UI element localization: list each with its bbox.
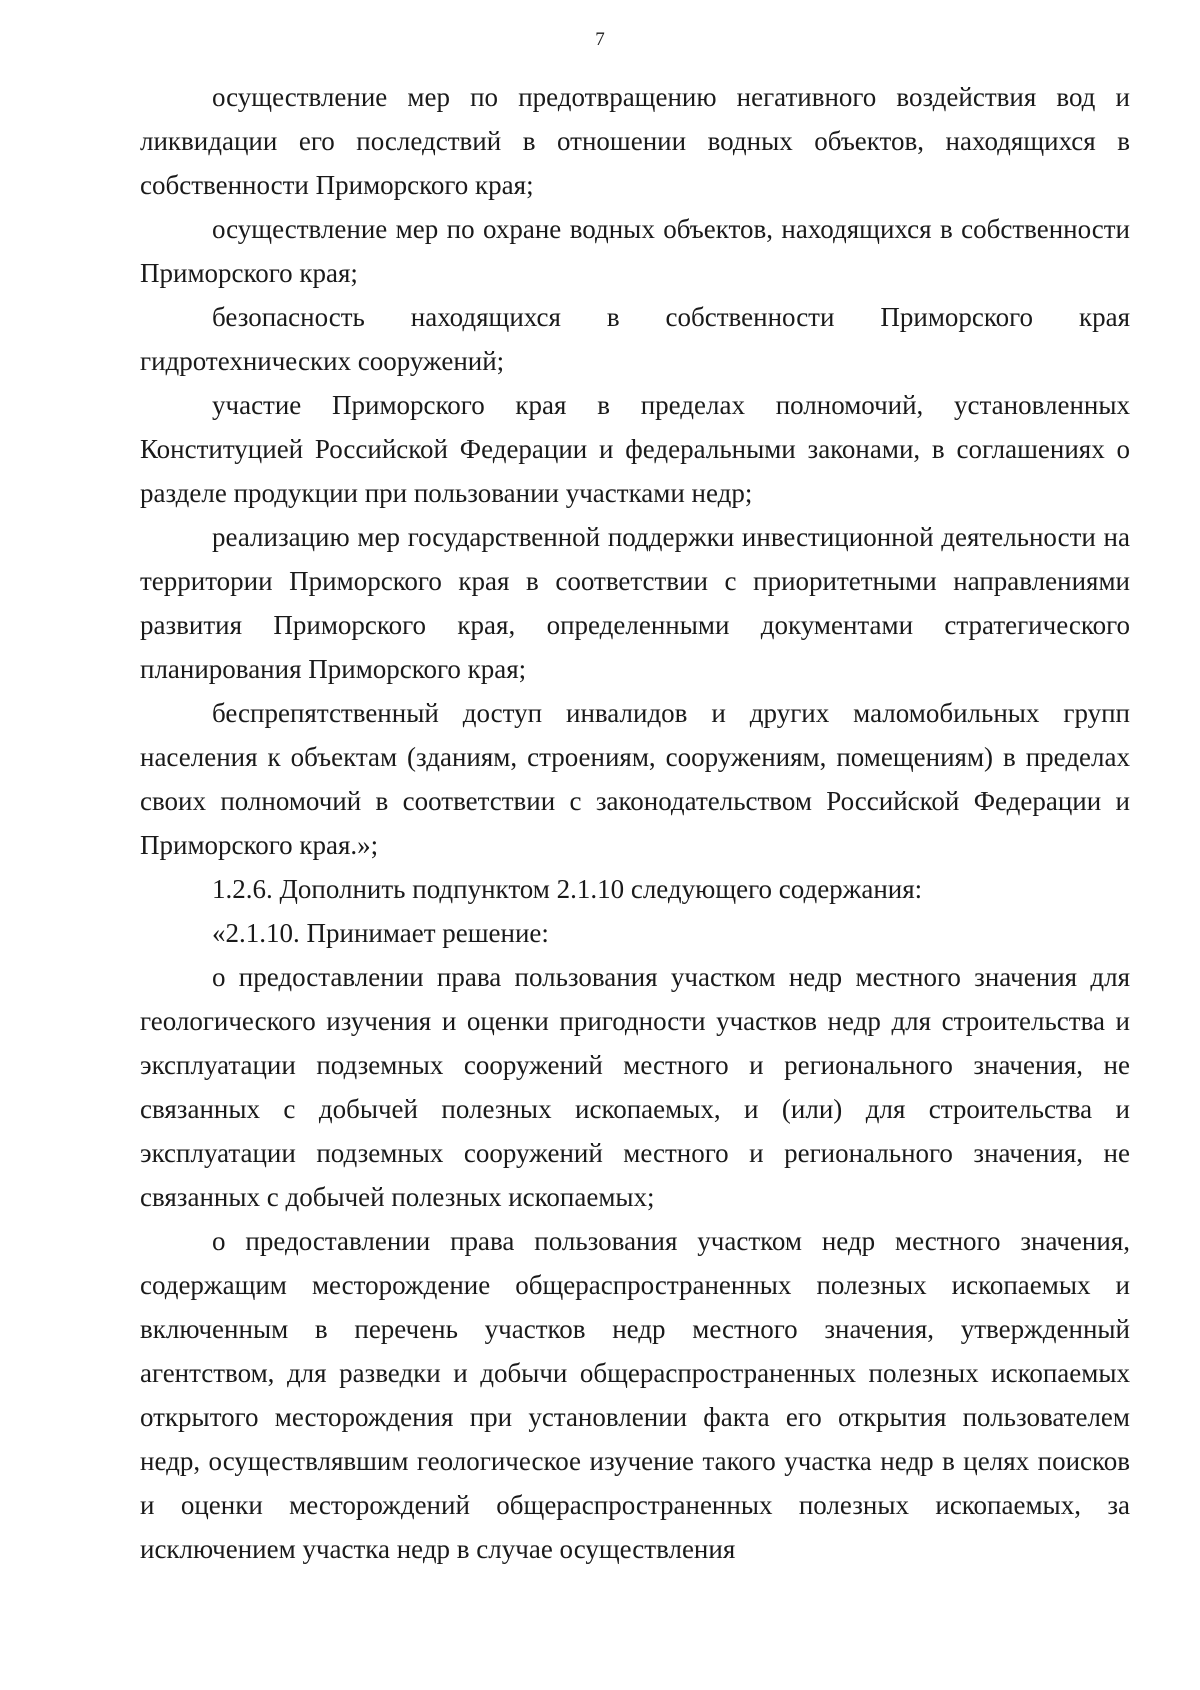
page-number: 7 bbox=[595, 29, 605, 50]
document-body bbox=[140, 75, 1130, 1571]
paragraph-5: реализацию мер государственной поддержки инвестиционной деятельности на территории Приморского края в соответствии с приоритетными направлениями развития Приморского края, определенными документами стратегического планирования Приморского края; bbox=[140, 522, 1130, 684]
paragraph-10: о предоставлении права пользования участком недр местного значения, содержащим месторождение общераспространенных полезных ископаемых и включенным в перечень участков недр местного значения, утвержденный агентством, для разведки и добычи общераспространенных полезных ископаемых открытого месторождения при установлении факта его открытия пользователем недр, осуществлявшим геологическое изучение такого участка недр в целях поисков и оценки месторождений общераспространенных полезных ископаемых, за исключением участка недр в случае осуществления bbox=[140, 1226, 1130, 1564]
paragraph-4: участие Приморского края в пределах полномочий, установленных Конституцией Российской Федерации и федеральными законами, в соглашениях о разделе продукции при пользовании участками недр; bbox=[140, 390, 1130, 508]
paragraph-1: осуществление мер по предотвращению негативного воздействия вод и ликвидации его последствий в отношении водных объектов, находящихся в собственности Приморского края; bbox=[140, 82, 1130, 200]
paragraph-9: о предоставлении права пользования участком недр местного значения для геологического изучения и оценки пригодности участков недр для строительства и эксплуатации подземных сооружений местного и регионального значения, не связанных с добычей полезных ископаемых, и (или) для строительства и эксплуатации подземных сооружений местного и регионального значения, не связанных с добычей полезных ископаемых; bbox=[140, 962, 1130, 1212]
paragraph-6: беспрепятственный доступ инвалидов и других маломобильных групп населения к объектам (зданиям, строениям, сооружениям, помещениям) в пределах своих полномочий в соответствии с законодательством Российской Федерации и Приморского края.»; bbox=[140, 698, 1130, 860]
paragraph-3: безопасность находящихся в собственности Приморского края гидротехнических сооружений; bbox=[140, 302, 1130, 376]
paragraph-2: осуществление мер по охране водных объектов, находящихся в собственности Приморского края; bbox=[140, 214, 1130, 288]
paragraph-7: 1.2.6. Дополнить подпунктом 2.1.10 следующего содержания: bbox=[212, 874, 923, 904]
paragraph-8: «2.1.10. Принимает решение: bbox=[212, 918, 549, 948]
